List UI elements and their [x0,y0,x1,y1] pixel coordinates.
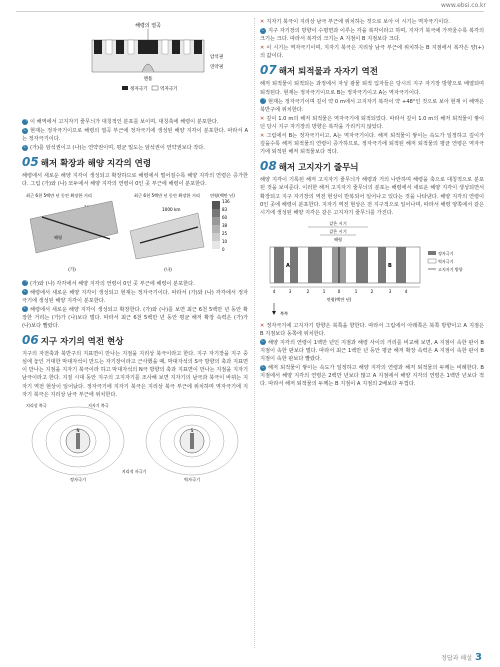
ridge-cross-section-figure [22,20,248,115]
ridge-cross-section-svg [22,20,248,115]
scale-label: 60 [222,214,228,220]
legend-reverse: 역자극기 [438,258,454,264]
stripe-6 [172,40,180,54]
fig5-a-label: 최근 6천 5백만 년 동안 확장한 거리 [26,192,92,198]
page-footer [441,652,482,663]
stripe-n4 [356,247,368,283]
stripe-n1 [274,247,284,283]
tick-label: 3 [288,288,292,294]
section-06-heading: 06 지구 자기의 역전 현상 [22,333,124,348]
x-mark-icon: ✕ [260,322,265,329]
answer-5a: ㄱ (가)와 (나) 각각에서 해양 지각의 연령이 0인 곳 부근에 해령이 분포한다. [22,280,195,287]
stripe-2 [106,40,112,54]
stripe-1 [94,40,102,54]
seafloor-age-svg [22,191,248,277]
section-06-text: 지구의 자전축과 북반구의 지표면이 만나는 지점을 지리상 북극이라고 한다. 지구 자기장을 지구 중심에 놓인 거대한 막대자석이 만드는 자기장이라고 근사했을 때, 막대자석의 S극 방향의 축과 지표면이 만나는 지점을 지자기 북극이라 하고 막대자석의 N극 방향의 축과 지표면이 만나는 지점을 지자기 남극이라고 한다. 지질 시대 동안 지구의 고지자기를 조사해 보면 지자기의 남극과 북극이 바뀌는 지자기 역전 현상이 일어났다. 정자극기에 지자기 북극은 지리상 북극 부근에 위치하며 역자극기에 지자기 북극은 지리상 남극 부근에 위치한다. [22,351,248,398]
stripe-n5 [378,247,386,283]
legend-normal: 정자극기 [130,87,148,92]
page-number: 3 [475,652,482,663]
north-arrowhead-icon [272,311,276,315]
circle-mark-icon: ㄱ [22,280,28,286]
section-08-text: 해양 지각이 기록된 해저 고지자기 줄무늬가 해령과 거의 나란하며 해령을 축으로 대칭적으로 분포된 것을 보여준다. 이러한 해저 고지자기 줄무늬의 분포는 해령에서 새로운 해양 지각이 생성되면서 확장되고 지구 자기장의 역전 현상이 반복되어 일어나고 있다는 것을 나타낸다. 해양 지각의 연령이 0인 곳에 해령이 분포한다. 지자기 역전 현상은 전 지구적으로 일어나며, 따라서 해령 양쪽에서 같은 시기에 생성된 해양 지각은 같은 고지자기 줄무늬를 가진다. [260,177,484,216]
stripe-4 [128,40,134,54]
magnetic-field-figure [22,401,248,483]
answer-r2: ㄴ 지구 자기장의 방향이 수평면과 이루는 각을 복각이라고 하며, 지자기 북극에 가까울수록 복각의 크기는 크다. 따라서 복각의 크기는 A 지점이 B 지점보다 크다. [260,27,484,43]
stripe-8 [194,40,202,54]
stripe-3 [116,40,124,54]
fig5-b-label: 최근 6천 5백만 년 동안 확장한 거리 [134,192,200,198]
answer-r8: ㄴ 해양 지각의 연령이 1백만 년인 지점과 해령 사이의 거리를 비교해 보면, A 지점이 속한 판이 B 지점이 속한 판보다 멀다. 따라서 최근 1백만 년 동안 평균 해저 확장 속력은 A 지점이 속한 판이 B 지점이 속한 판보다 빨랐다. [260,339,484,363]
answer-5c: ㄷ 해령에서 새로운 해양 지각이 생성되고 확장한다. (가)와 (나)를 보면 최근 6천 5백만 년 동안 확장한 거리는 (가)가 (나)보다 멀다. 따라서 최근 6천 5백만 년 동안 평균 해저 확장 속력은 (가)가 (나)보다 빨랐다. [22,306,248,330]
label-mag-north: 지자기 북극 [88,402,109,408]
label-ridge-rift: 해령의 열곡 [135,23,161,29]
normal-polarity-globe [32,407,124,475]
answer-r9: ㄷ 해저 퇴적물이 쌓이는 속도가 일정하고 해양 지각의 연령과 해저 퇴적물의 두께는 비례한다. B 지점에서 해양 지각의 연령은 2백만 년보다 많고 A 지점에서 해양 지각의 연령은 1백만 년보다 적다. 따라서 해저 퇴적물의 두께는 B 지점이 A 지점의 2배보다 두껍다. [260,364,484,388]
tick-label: 2 [370,288,374,294]
section-05-heading: 05 해저 확장과 해양 지각의 연령 [22,155,152,170]
stripe-n3 [308,247,322,283]
magnetic-field-svg [22,401,248,483]
answer-r7: ✕ 정자극기에 고지자기 방향은 북쪽을 향한다. 따라서 그림에서 아래쪽은 북쪽 방향이고 A 지점은 B 지점보다 동쪽에 위치한다. [260,322,484,337]
legend-normal-swatch [428,251,436,255]
circle-mark-icon: ㄷ [22,306,28,312]
circle-mark-icon: ㄴ [260,27,266,33]
legend-reverse-swatch [152,86,158,90]
point-a: A [286,262,290,269]
tick-label: 2 [306,288,310,294]
paleomag-stripe-svg [260,219,484,319]
label-geo-caption: 지리적 자극기 [121,468,147,474]
section-05-intro: 해령에서 새로운 해양 지각이 생성되고 확장하므로 해령에서 멀어질수록 해양 지각의 연령은 증가한다. 그림 (가)와 (나) 모두에서 해양 지각의 연령이 0인 곳 부근에 해령이 분포한다. [22,173,248,188]
tick-label: 4 [272,288,276,294]
tick-label: 4 [404,288,408,294]
stripe-n6 [396,247,406,283]
x-mark-icon: ✕ [260,115,265,122]
scale-label: 38 [222,222,228,228]
circle-mark-icon: ㄷ [22,144,28,150]
section-08-heading: 08 해저 고지자기 줄무늬 [260,159,359,174]
label-ridge: 해령 [333,236,343,242]
fig5-a-tag: (가) [68,267,76,273]
legend-direction: 고지자기 방향 [438,266,463,272]
stripe-7 [184,40,190,54]
circle-mark-icon: ㄴ [260,339,266,345]
point-b: B [388,262,392,269]
circle-mark-icon: ㄴ [22,289,28,295]
label-mantle: 맨틀 [143,77,153,82]
header-rule [16,11,484,12]
fig5-b-tag: (나) [164,267,172,273]
scale-label: 10 [222,238,228,244]
scale-swatch-5 [212,233,220,241]
left-column [22,18,248,486]
scale-swatch-4 [212,225,220,233]
fig5-scale-title: 연령(백만 년) [210,192,235,198]
scale-swatch-2 [212,209,220,217]
pole-label-n: N [76,427,80,433]
scale-label: 0 [222,246,225,252]
age-axis [270,287,420,303]
legend-normal-swatch [122,86,128,90]
label-normal-tag: 정자극기 [69,476,87,482]
legend-reverse-swatch [428,259,436,263]
stripe-n2 [290,247,298,283]
tick-label: 1 [354,288,358,294]
seafloor-age-figure [22,191,248,277]
scale-label: 83 [222,206,228,212]
answer-2: ㄴ 현재는 정자극기이므로 해령의 열곡 부근에 정자극기에 생성된 해양 지각이 분포한다. 따라서 A는 정자극기이다. [22,127,248,143]
pole-label-s: S [190,427,194,433]
label-asthenosphere: 연약권 [210,65,224,70]
legend-reverse: 역자극기 [160,87,178,92]
tick-label: 1 [322,288,326,294]
answer-1: ㄱ 이 해역에서 고지자기 줄무늬가 대칭적인 분포를 보이며, 대칭축에 해령이 분포한다. [22,118,219,125]
label-geo-north: 지리상 북극 [26,402,47,408]
x-mark-icon: ✕ [260,19,265,25]
x-mark-icon: ✕ [260,133,265,140]
label-same-time-top: 같은 시기 [329,220,347,226]
stripe-center [138,40,158,54]
fig5-b-distance: 1000 km [162,206,181,212]
answer-3: ㄷ (가)를 암석권이고 (나)는 연약권이며, 평균 밀도는 암석권이 연약권보다 작다. [22,144,205,152]
tick-label: 0 [337,288,341,294]
fig5-a-ridge-label: 해령 [54,234,63,240]
answer-5b: ㄴ 해령에서 새로운 해양 지각이 생성되고 현재는 정자극기이다. 따라서 (가)와 (나) 각각에서 정자극기에 생성된 해양 지각이 분포한다. [22,289,248,304]
scale-swatch-3 [212,217,220,225]
scale-swatch-1 [212,201,220,209]
legend-normal: 정자극기 [438,250,454,256]
scale-swatch-6 [212,241,220,249]
scale-label: 136 [222,198,230,204]
stripe-5 [162,40,168,54]
answer-r4: ㄱ 현재는 정자극기이며 깊이 약 0 m에서 고지자기 복각이 약 +48°인 것으로 보아 현재 이 해역은 북반구에 위치한다. [260,98,484,113]
answer-r6: ✕ 그림에서 B는 정자극기이고, A는 역자극기이다. 해저 퇴적물이 쌓이는 속도가 일정하고 깊이가 깊을수록 해저 퇴적물의 연령이 증가하므로, 정자극기에 퇴적된 해저 퇴적물의 평균 연령은 역자극기에 퇴적된 해저 퇴적물보다 적다. [260,133,484,156]
scale-label: 25 [222,230,228,236]
answer-r5: ✕ 깊이 1.0 m의 해저 퇴적물은 역자극기에 퇴적되었다. 따라서 깊이 1.0 m의 해저 퇴적물이 쌓이던 당시 지구 자기장의 방향은 복각을 가리키지 않았다. [260,115,484,130]
answer-r1: ✕ 지자기 북극이 지리상 남극 부근에 위치하는 것으로 보아 이 시기는 역자극기이다. [260,19,450,25]
paleomag-stripe-figure [260,219,484,319]
label-reverse-tag: 역자극기 [183,476,201,482]
section-07-heading: 07 해저 퇴적물과 자자기 역전 [260,63,378,78]
site-url: www.ebsi.co.kr [441,2,486,9]
label-lithosphere: 암석권 [210,55,224,60]
footer-label: 정답과 해설 [441,655,473,662]
circle-mark-icon: ㄷ [260,364,266,370]
right-column [260,18,484,390]
answer-r3: ✕ 이 시기는 역자극기이며, 지자기 북극은 지리상 남극 부근에 위치하는 B 지점에서 복각은 양(+)의 값이다. [260,45,484,60]
reverse-polarity-globe [146,407,238,475]
axis-label-age: 연령(백만 년) [326,296,352,302]
tick-label: 3 [388,288,392,294]
circle-mark-icon: ㄱ [22,118,28,124]
circle-mark-icon: ㄱ [260,98,266,104]
x-mark-icon: ✕ [260,45,265,52]
circle-mark-icon: ㄴ [22,127,28,133]
label-north: 북쪽 [280,310,289,316]
section-07-text: 해저 퇴적물이 퇴적되는 과정에서 자성 광물 퇴적 입자들은 당시의 지구 자기장 방향으로 배열되며 퇴적된다. 현재는 정자극기이므로 B는 정자극기이고 A는 역자극기이다. [260,81,484,96]
label-same-time-inner: 같은 시기 [329,228,347,234]
